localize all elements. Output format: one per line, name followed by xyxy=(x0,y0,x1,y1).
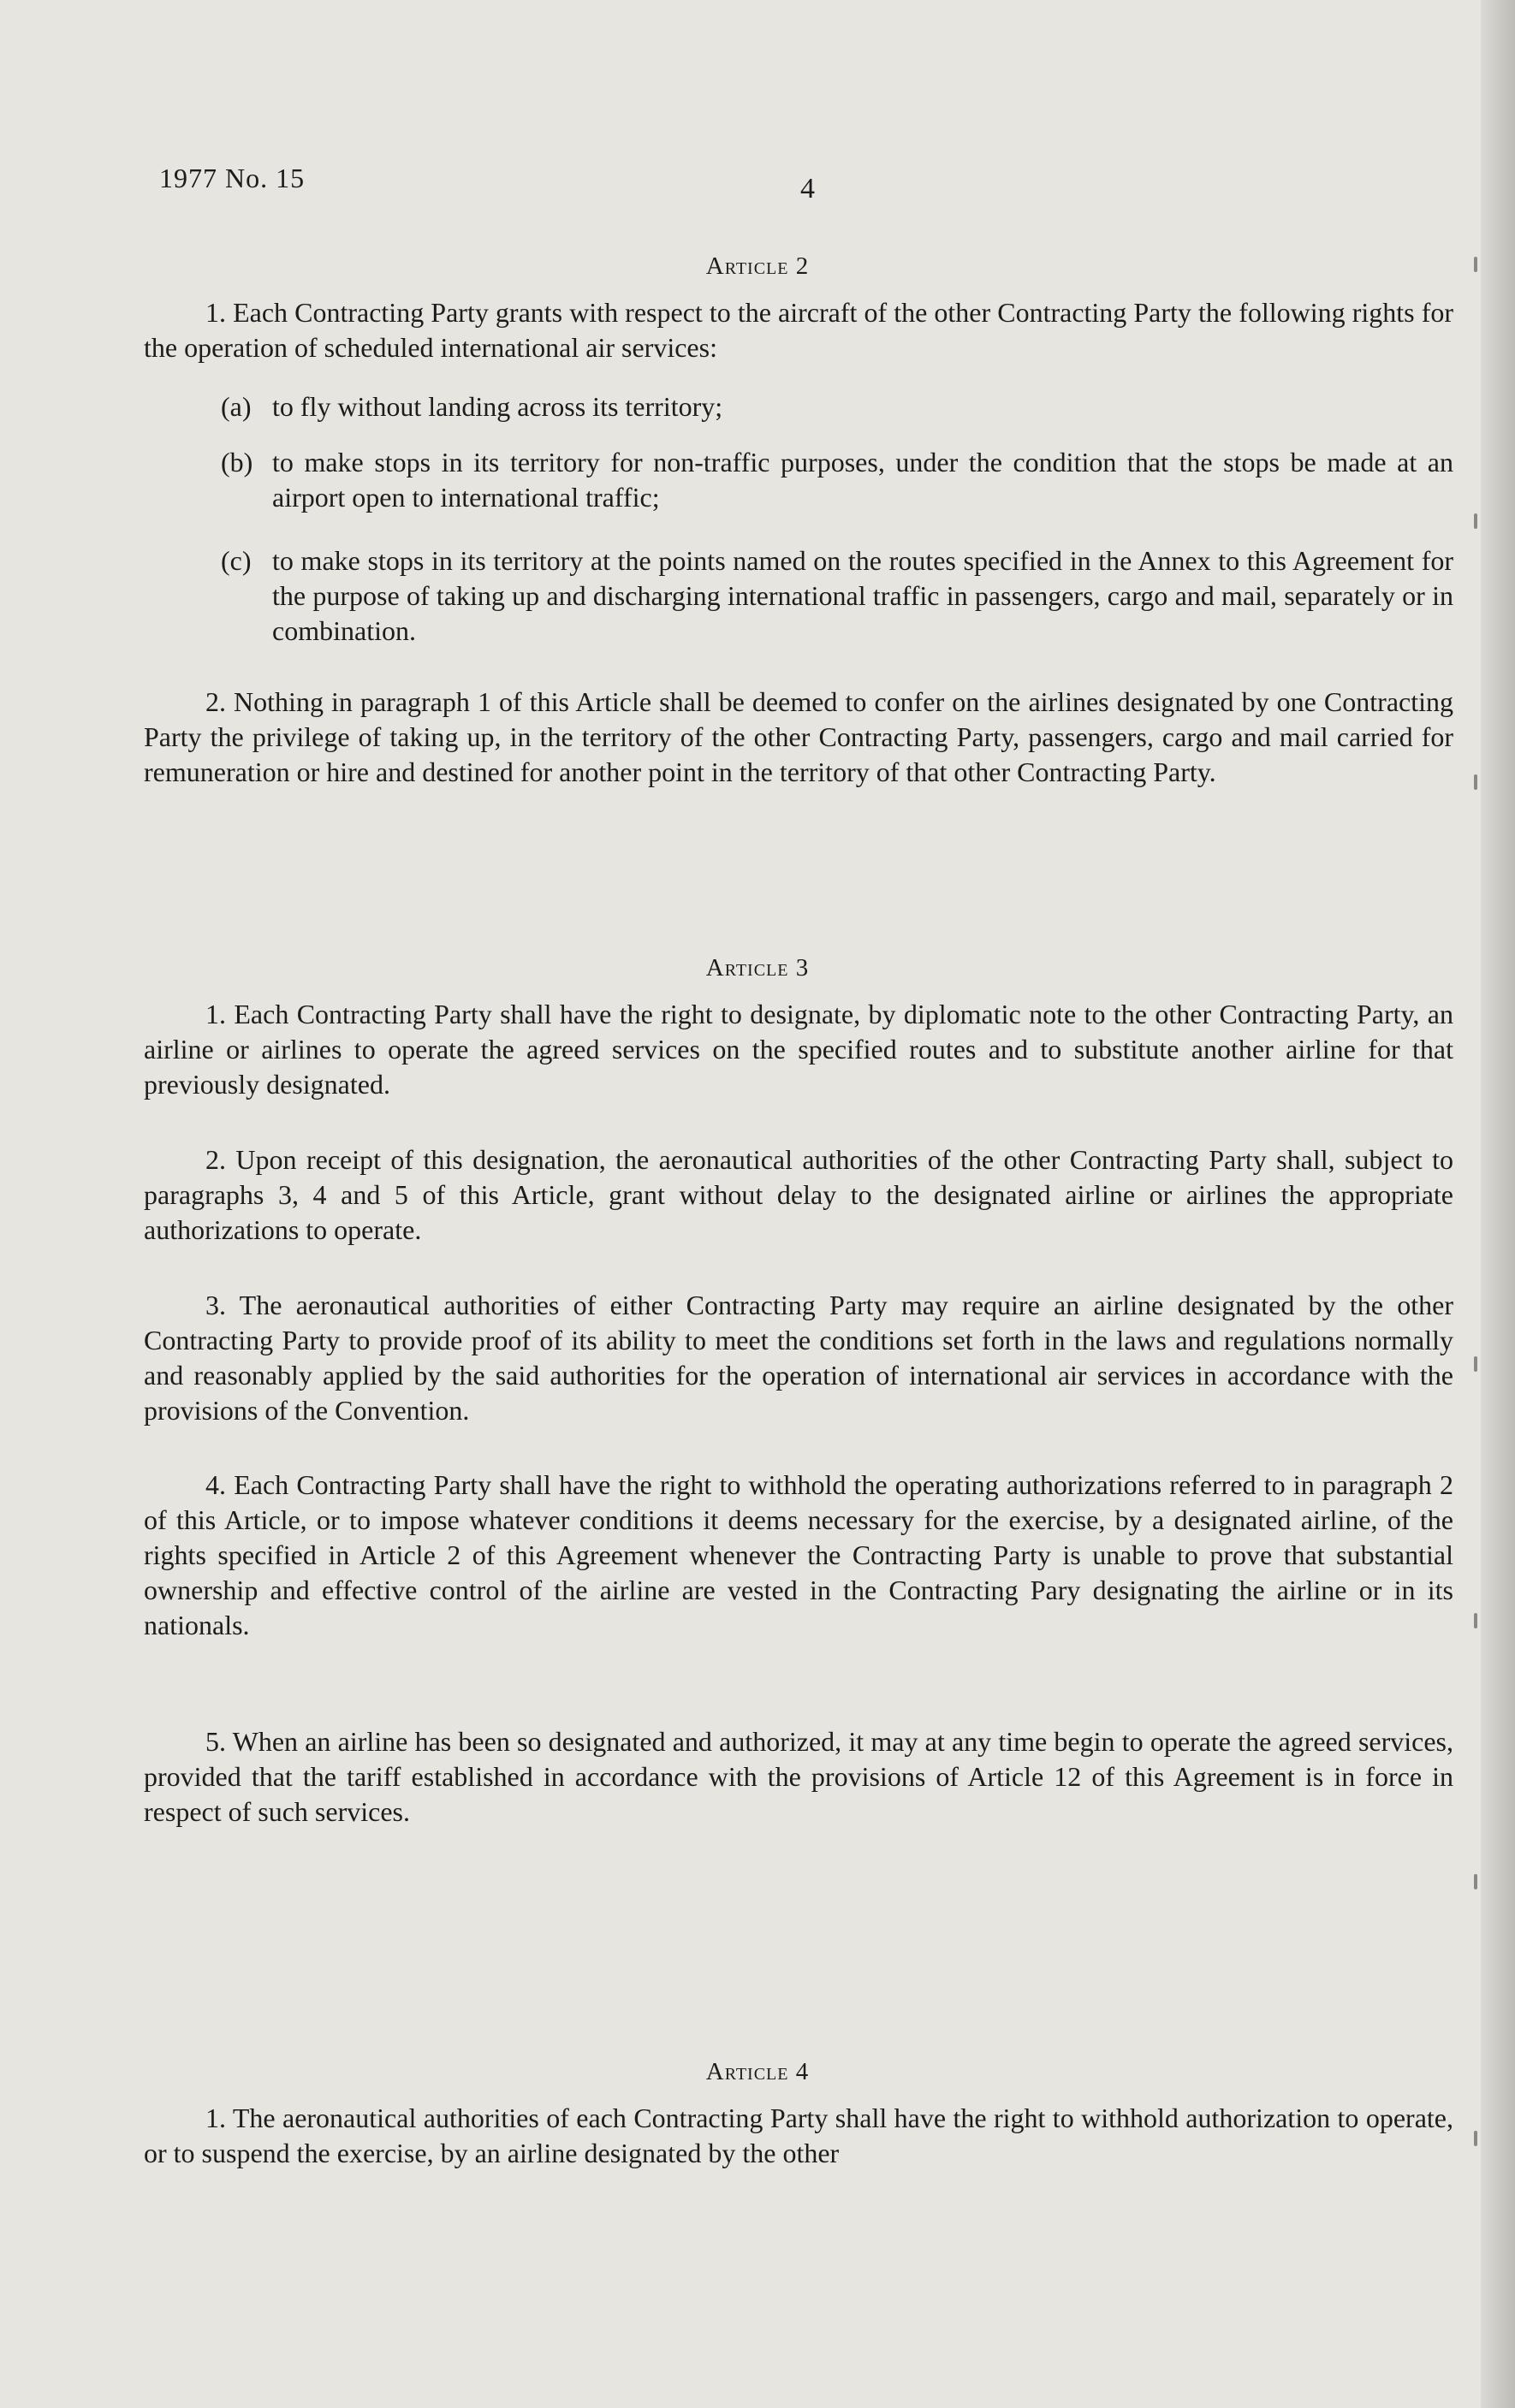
article-heading-text: Article 4 xyxy=(705,2058,810,2085)
edge-mark xyxy=(1474,774,1477,790)
edge-mark xyxy=(1474,1356,1477,1372)
list-item-text: to make stops in its territory for non-traffic purposes, under the condition that the stops be made at an airport open to international traffic; xyxy=(272,447,1453,513)
article-3-paragraph-1: 1. Each Contracting Party shall have the right to designate, by diplomatic note to the other Contracting Party, an airline or airlines to operate the agreed services on the specified routes and to substitute another airline for that previously designated. xyxy=(144,999,1453,1100)
page-number: 4 xyxy=(800,173,815,205)
edge-mark xyxy=(1474,513,1477,529)
edge-mark xyxy=(1474,2131,1477,2146)
article-4-paragraph-1: 1. The aeronautical authorities of each Contracting Party shall have the right to withhold authorization to operate, or to suspend the exercise, by an airline designated by the other xyxy=(144,2103,1453,2168)
list-item-letter: (c) xyxy=(221,545,252,576)
list-item xyxy=(221,543,1453,649)
edge-mark xyxy=(1474,1874,1477,1889)
article-heading-text: Article 2 xyxy=(705,252,810,280)
book-spine-shadow xyxy=(1481,0,1515,2408)
list-item-letter: (a) xyxy=(221,391,252,422)
running-head: 1977 No. 15 xyxy=(159,163,306,193)
article-4-heading xyxy=(0,2058,1515,2086)
article-3-heading xyxy=(0,954,1515,982)
article-3-paragraph-5: 5. When an airline has been so designated and authorized, it may at any time begin to operate the agreed services, provided that the tariff established in accordance with the provisions of Article 12 of this Agreement is in force in respect of such services. xyxy=(144,1726,1453,1827)
list-item-text: to make stops in its territory at the points named on the routes specified in the Annex to this Agreement for the purpose of taking up and discharging international traffic in passengers, cargo and mail, separately or in combination. xyxy=(272,545,1453,646)
list-item xyxy=(221,389,1453,424)
article-heading-text: Article 3 xyxy=(705,954,810,982)
article-2-paragraph-1: 1. Each Contracting Party grants with respect to the aircraft of the other Contracting Party the following rights for the operation of scheduled international air services: xyxy=(144,297,1453,363)
article-2-paragraph-2: 2. Nothing in paragraph 1 of this Article shall be deemed to confer on the airlines designated by one Contracting Party the privilege of taking up, in the territory of the other Contracting Party, passengers, cargo and mail carried for remuneration or hire and destined for another point in the territory of that other Contracting Party. xyxy=(144,686,1453,787)
edge-mark xyxy=(1474,1613,1477,1628)
list-item-text: to fly without landing across its territory; xyxy=(272,391,723,422)
article-3-paragraph-2: 2. Upon receipt of this designation, the aeronautical authorities of the other Contracting Party shall, subject to paragraphs 3, 4 and 5 of this Article, grant without delay to the designated airline or airlines the appropriate authorizations to operate. xyxy=(144,1144,1453,1245)
article-3-paragraph-4: 4. Each Contracting Party shall have the right to withhold the operating authorizations referred to in paragraph 2 of this Article, or to impose whatever conditions it deems necessary for the exercise, by a designated airline, of the rights specified in Article 2 of this Agreement whenever the Contracting Party is unable to prove that substantial ownership and effective control of the airline are vested in the Contracting Pary designating the airline or in its nationals. xyxy=(144,1469,1453,1640)
article-2-heading xyxy=(0,252,1515,281)
list-item-letter: (b) xyxy=(221,447,253,477)
article-3-paragraph-3: 3. The aeronautical authorities of either Contracting Party may require an airline designated by the other Contracting Party to provide proof of its ability to meet the conditions set forth in the laws and regulations normally and reasonably applied by the said authorities for the operation of international air services in accordance with the provisions of the Convention. xyxy=(144,1290,1453,1426)
list-item xyxy=(221,445,1453,515)
